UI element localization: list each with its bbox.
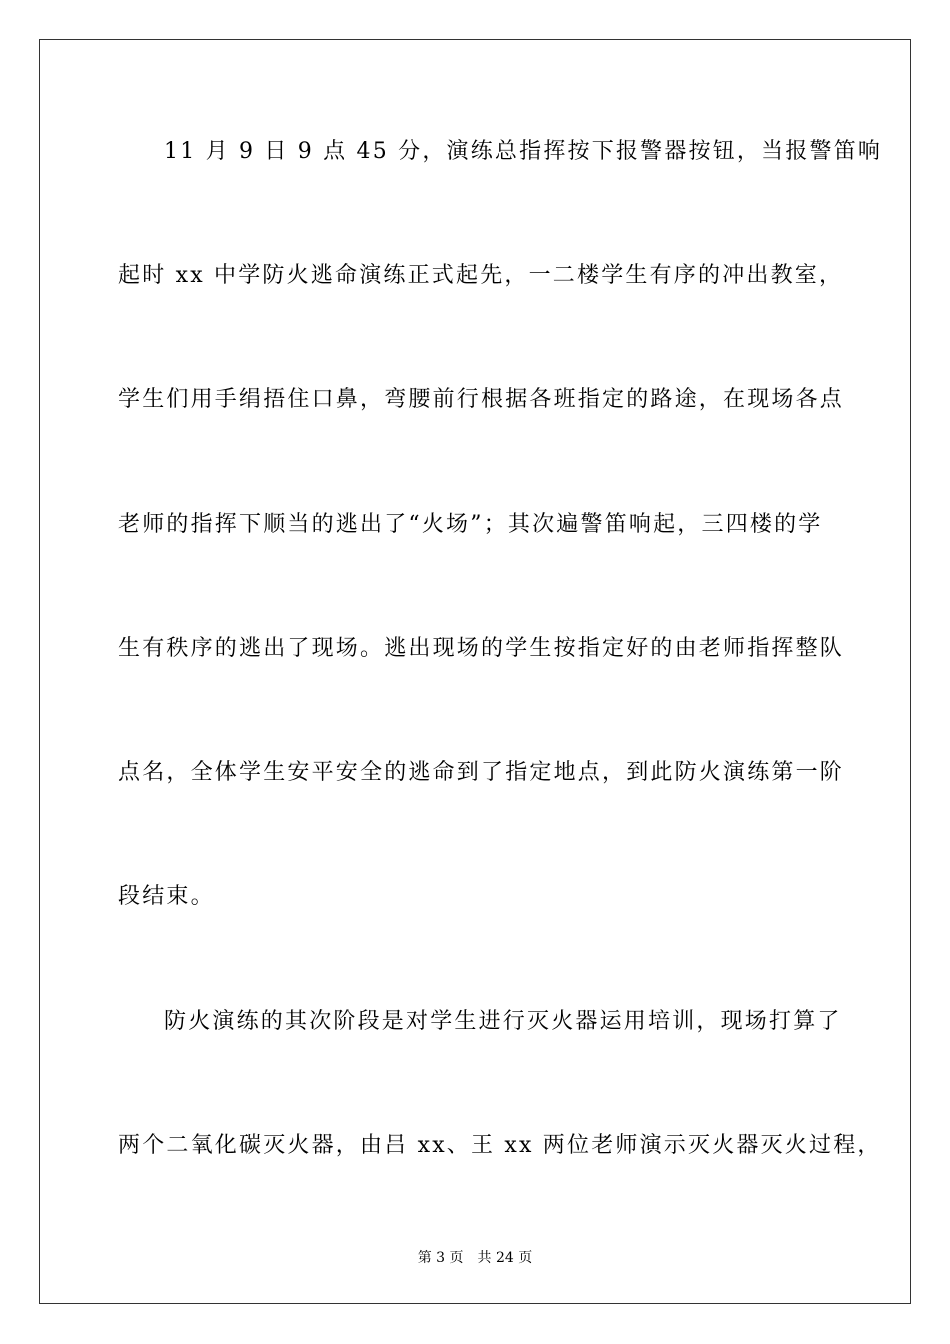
paragraph-1-line-4: 老师的指挥下顺当的逃出了“火场”；其次遍警笛响起，三四楼的学 (118, 512, 823, 537)
paragraph-1-line-6: 点名，全体学生安平安全的逃命到了指定地点，到此防火演练第一阶 (118, 760, 845, 785)
paragraph-1-line-1: 11 月 9 日 9 点 45 分，演练总指挥按下报警器按钮，当报警笛响 (164, 139, 883, 164)
paragraph-1-line-5: 生有秩序的逃出了现场。逃出现场的学生按指定好的由老师指挥整队 (118, 636, 845, 661)
page-total-label: 共 24 页 (477, 1250, 533, 1266)
paragraph-1-line-3: 学生们用手绢捂住口鼻，弯腰前行根据各班指定的路途，在现场各点 (118, 387, 845, 412)
paragraph-1-line-2: 起时 xx 中学防火逃命演练正式起先，一二楼学生有序的冲出教室， (118, 263, 844, 288)
page-number-label: 第 3 页 (417, 1250, 464, 1266)
page-frame (39, 39, 911, 1304)
paragraph-2-line-1: 防火演练的其次阶段是对学生进行灭火器运用培训，现场打算了 (164, 1009, 842, 1034)
paragraph-1-line-7: 段结束。 (118, 884, 215, 909)
paragraph-2-line-2: 两个二氧化碳灭火器，由吕 xx、王 xx 两位老师演示灭火器灭火过程， (118, 1133, 882, 1158)
page-footer (0, 1248, 950, 1268)
